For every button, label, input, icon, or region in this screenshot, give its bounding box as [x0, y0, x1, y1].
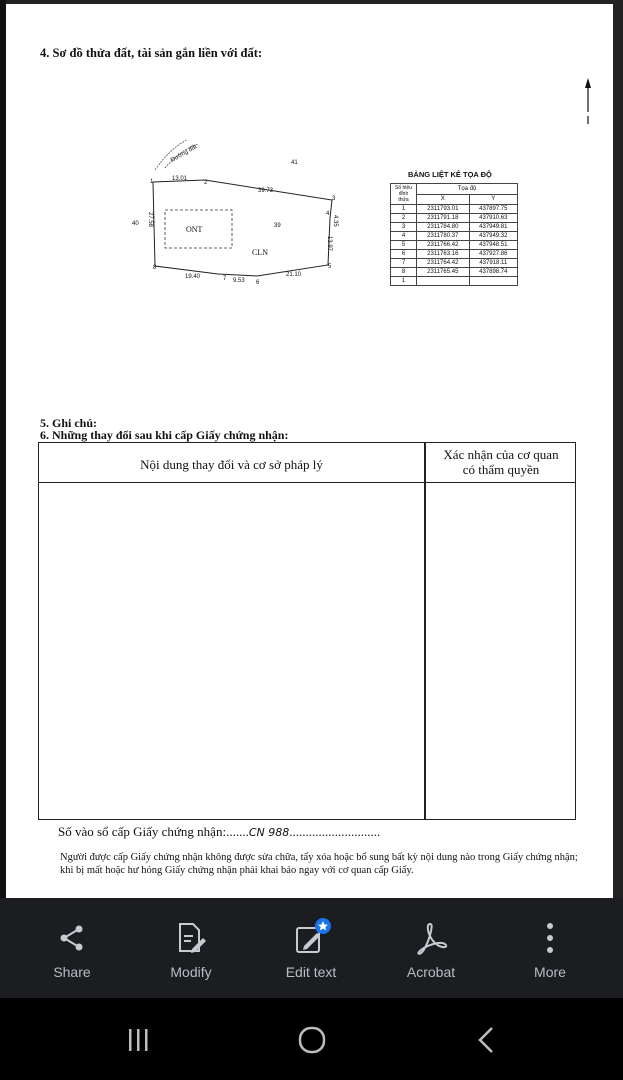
document-edge-left — [0, 0, 6, 898]
coord-cell-x: 2311764.42 — [417, 259, 470, 268]
coord-cell-p: 6 — [391, 250, 417, 259]
register-dots: ............................ — [289, 824, 381, 839]
edge-2-3: 39.73 — [258, 188, 274, 194]
coord-row — [391, 259, 518, 268]
document-edge-top — [0, 0, 623, 4]
register-number-line — [58, 824, 380, 840]
vertex-2: 2 — [204, 180, 208, 186]
coord-cell-p: 3 — [391, 223, 417, 232]
coordinate-table — [390, 183, 518, 286]
coord-row — [391, 223, 518, 232]
changes-table-divider — [424, 443, 426, 819]
vertex-3: 3 — [332, 196, 336, 202]
coord-cell-y: 437948.51 — [469, 241, 517, 250]
modify-button[interactable] — [141, 918, 241, 980]
home-icon — [297, 1025, 327, 1055]
vertex-8: 8 — [153, 265, 157, 271]
edit-text-label: Edit text — [285, 964, 337, 980]
more-button[interactable] — [500, 918, 600, 980]
share-icon — [22, 918, 122, 958]
acrobat-button[interactable] — [381, 918, 481, 980]
coord-cell-p: 8 — [391, 268, 417, 277]
legal-note: Người được cấp Giấy chứng nhận không được sửa chữa, tẩy xóa hoặc bổ sung bất kỳ nội dung nào trong Giấy chứng nhận; khi bị mất hoặc hư hỏng Giấy chứng nhận phải khai báo ngay với cơ quan cấp Giấy. — [60, 852, 578, 876]
edge-1-2: 13.01 — [172, 176, 188, 182]
zone-ont: ONT — [186, 225, 203, 234]
coord-col-header: Tọa độ — [417, 184, 518, 195]
vertex-6: 6 — [256, 280, 260, 286]
vertex-1: 1 — [150, 179, 154, 185]
coord-cell-y: 437918.11 — [469, 259, 517, 268]
parcel-39: 39 — [274, 223, 281, 229]
coord-row — [391, 268, 518, 277]
coord-row — [391, 277, 518, 286]
vertex-7: 7 — [223, 276, 227, 282]
more-icon — [500, 918, 600, 958]
edge-7-8: 19.40 — [185, 274, 201, 280]
parcel-40: 40 — [132, 221, 139, 227]
vertex-4: 4 — [326, 211, 330, 217]
acrobat-icon — [381, 918, 481, 958]
coord-cell-y: 437910.63 — [469, 214, 517, 223]
coord-cell-x: 2311763.16 — [417, 250, 470, 259]
section6-title: 6. Những thay đổi sau khi cấp Giấy chứng nhận: — [40, 428, 289, 442]
coord-cell-x: 2311784.80 — [417, 223, 470, 232]
edge-5-6: 21.10 — [286, 272, 302, 278]
changes-col2-header — [426, 447, 576, 477]
system-nav-bar — [0, 998, 623, 1080]
edge-4-5: 13.97 — [326, 236, 332, 252]
edge-8-1: 27.58 — [147, 212, 153, 228]
coord-row — [391, 232, 518, 241]
bottom-toolbar — [0, 898, 623, 998]
coord-cell-y: 437949.32 — [469, 232, 517, 241]
coord-col-y: Y — [469, 194, 517, 205]
home-button[interactable] — [292, 1024, 332, 1056]
section4-title: 4. Sơ đồ thửa đất, tài sản gắn liền với đất: — [40, 46, 263, 60]
modify-label: Modify — [170, 964, 212, 980]
edit-text-icon — [261, 918, 361, 958]
coord-cell-x: 2311791.18 — [417, 214, 470, 223]
land-plot-diagram — [120, 140, 360, 300]
edit-text-button[interactable] — [261, 918, 361, 980]
recent-apps-icon — [123, 1026, 153, 1054]
document-edge-right — [613, 0, 623, 898]
back-icon — [474, 1025, 498, 1055]
coord-row — [391, 205, 518, 214]
share-button[interactable] — [22, 918, 122, 980]
coord-cell-y: 437927.86 — [469, 250, 517, 259]
coord-row — [391, 241, 518, 250]
coord-cell-p: 4 — [391, 232, 417, 241]
vertex-5: 5 — [328, 264, 332, 270]
register-value: CN 988 — [248, 826, 290, 839]
coord-cell-x: 2311766.42 — [417, 241, 470, 250]
changes-table — [38, 442, 576, 820]
coord-cell-p: 1 — [391, 205, 417, 214]
coord-cell-p: 2 — [391, 214, 417, 223]
parcel-41: 41 — [291, 160, 298, 166]
acrobat-label: Acrobat — [406, 964, 456, 980]
coord-cell-x: 2311793.01 — [417, 205, 470, 214]
coord-row — [391, 250, 518, 259]
coord-cell-y — [469, 277, 517, 286]
coord-cell-x: 2311780.37 — [417, 232, 470, 241]
coord-cell-x — [417, 277, 470, 286]
coord-cell-p: 7 — [391, 259, 417, 268]
coord-row — [391, 214, 518, 223]
back-button[interactable] — [466, 1024, 506, 1056]
coord-col-x: X — [417, 194, 470, 205]
recent-apps-button[interactable] — [118, 1024, 158, 1056]
coord-cell-p: 1 — [391, 277, 417, 286]
north-arrow — [580, 78, 596, 138]
register-label: Số vào sổ cấp Giấy chứng nhận:....... — [58, 824, 249, 839]
coord-cell-y: 437949.81 — [469, 223, 517, 232]
coord-col-point: Số hiệu đỉnh thửa — [391, 184, 417, 205]
edge-6-7: 9.53 — [233, 278, 245, 284]
more-label: More — [534, 964, 566, 980]
changes-col1-header: Nội dung thay đổi và cơ sở pháp lý — [140, 457, 323, 472]
coord-table-title: BẢNG LIỆT KÊ TỌA ĐỘ — [408, 170, 492, 179]
edge-3-4: 4.35 — [332, 215, 338, 227]
share-label: Share — [53, 964, 91, 980]
coord-cell-p: 5 — [391, 241, 417, 250]
zone-cln: CLN — [252, 248, 268, 257]
coord-cell-y: 437897.75 — [469, 205, 517, 214]
road-label: Đường đất — [170, 144, 199, 164]
coord-cell-x: 2311765.45 — [417, 268, 470, 277]
coord-cell-y: 437898.74 — [469, 268, 517, 277]
changes-col2-line2: có thẩm quyền — [462, 462, 540, 477]
modify-icon — [141, 918, 241, 958]
section5-title: 5. Ghi chú: — [40, 416, 98, 430]
changes-col2-line1: Xác nhận của cơ quan — [443, 447, 559, 462]
